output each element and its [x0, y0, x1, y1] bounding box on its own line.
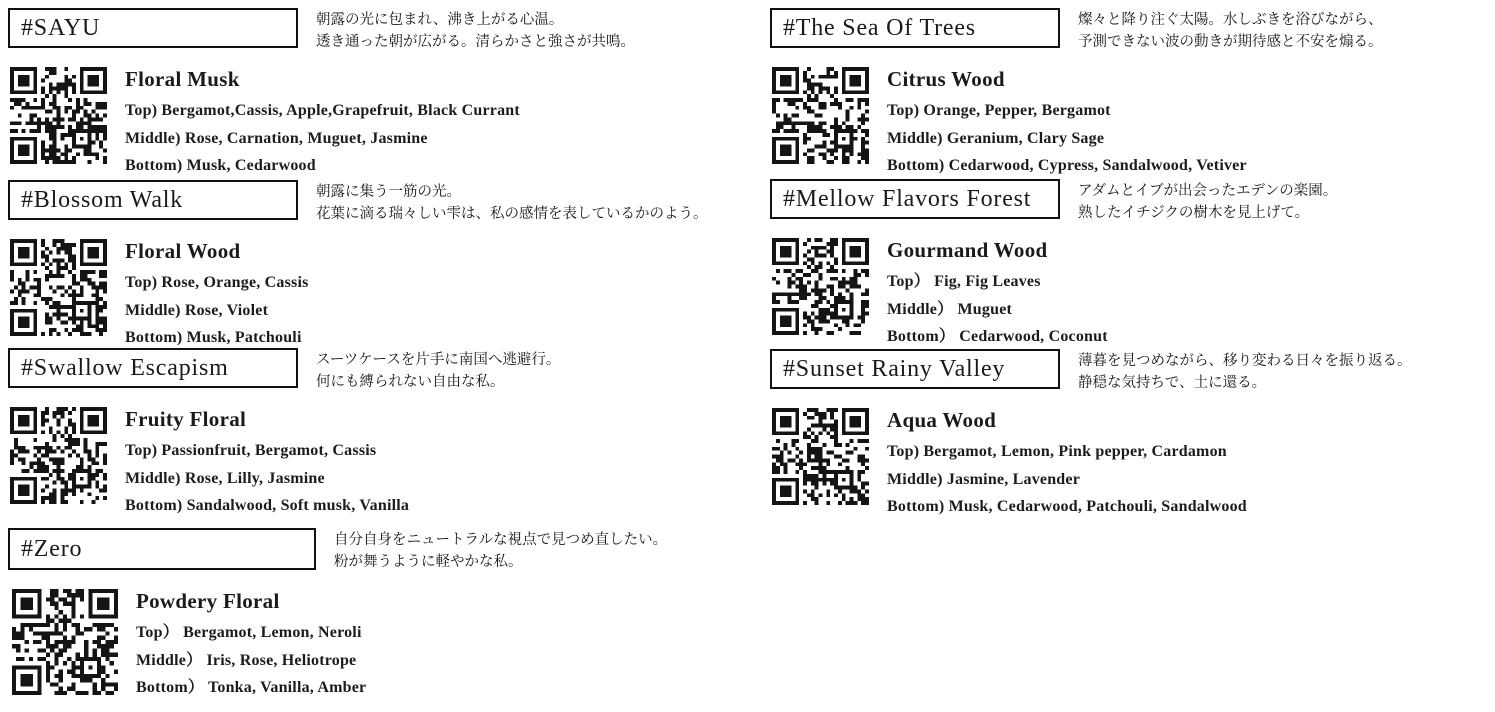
description-line: 粉が舞うように軽やかな私。	[334, 553, 523, 570]
description	[1078, 349, 1412, 394]
note-top: Top) Rose, Orange, Cassis	[125, 274, 309, 291]
note-top: Top） Bergamot, Lemon, Neroli	[136, 624, 362, 641]
note-bottom: Bottom） Cedarwood, Coconut	[887, 328, 1108, 345]
fragrance-name: Citrus Wood	[887, 67, 1005, 91]
note-top: Top) Orange, Pepper, Bergamot	[887, 102, 1111, 119]
note-middle: Middle) Rose, Violet	[125, 301, 269, 319]
note-top: Top) Bergamot, Lemon, Pink pepper, Cardamon	[887, 443, 1227, 460]
qr-code	[12, 589, 118, 695]
body-row	[8, 239, 708, 352]
description-line: アダムとイブが出会ったエデンの楽園。	[1078, 183, 1338, 199]
description-line: 朝露の光に包まれ、沸き上がる心温。	[316, 12, 564, 28]
title-row	[8, 180, 708, 225]
description-line: 薄暮を見つめながら、移り変わる日々を振り返る。	[1078, 353, 1412, 369]
description-line: 自分自身をニュートラルな視点で見つめ直したい。	[334, 532, 668, 548]
note-top: Top) Bergamot,Cassis, Apple,Grapefruit, Black Currant	[125, 102, 520, 119]
description-line: 燦々と降り注ぐ太陽。水しぶきを浴びながら、	[1078, 12, 1383, 28]
note-middle: Middle) Rose, Carnation, Muguet, Jasmine	[125, 129, 428, 147]
fragrance-section-sayu	[8, 8, 635, 180]
title-row	[770, 179, 1337, 224]
note-top: Top） Fig, Fig Leaves	[887, 273, 1041, 290]
description	[316, 8, 635, 53]
description-line: 何にも縛られない自由な私。	[316, 373, 505, 390]
description-line: 花葉に滴る瑞々しい雫は、私の感情を表しているかのよう。	[316, 205, 708, 222]
title-row	[8, 528, 667, 573]
fragrance-name: Fruity Floral	[125, 407, 247, 431]
description	[316, 348, 560, 393]
hashtag-title: #Sunset Rainy Valley	[783, 355, 1006, 382]
title-row	[770, 8, 1383, 53]
note-bottom: Bottom) Sandalwood, Soft musk, Vanilla	[125, 497, 410, 514]
title-row	[770, 349, 1412, 394]
hashtag-title: #The Sea Of Trees	[783, 14, 976, 41]
qr-code	[772, 67, 869, 164]
qr-code	[10, 407, 107, 504]
fragrance-name: Gourmand Wood	[887, 238, 1048, 262]
notes-block	[125, 67, 520, 180]
hashtag-title-box	[8, 180, 298, 220]
fragrance-name: Floral Musk	[125, 67, 240, 91]
notes-block	[125, 407, 409, 520]
body-row	[770, 238, 1337, 351]
fragrance-section-zero	[8, 528, 667, 702]
hashtag-title: #Zero	[21, 535, 83, 562]
qr-code	[10, 239, 107, 336]
hashtag-title-box	[8, 528, 316, 570]
notes-block	[136, 589, 366, 702]
body-row	[770, 408, 1412, 521]
notes-block	[887, 67, 1247, 180]
note-middle: Middle) Jasmine, Lavender	[887, 470, 1080, 488]
qr-code	[10, 67, 107, 164]
note-middle: Middle） Muguet	[887, 300, 1013, 318]
body-row	[8, 589, 667, 702]
qr-code	[772, 238, 869, 335]
note-bottom: Bottom) Musk, Cedarwood	[125, 157, 316, 174]
note-middle: Middle） Iris, Rose, Heliotrope	[136, 651, 357, 669]
hashtag-title-box	[8, 8, 298, 48]
fragrance-section-mellow-flavors-forest	[770, 179, 1337, 351]
note-bottom: Bottom） Tonka, Vanilla, Amber	[136, 679, 367, 696]
title-row	[8, 8, 635, 53]
description	[334, 528, 667, 573]
note-middle: Middle) Geranium, Clary Sage	[887, 129, 1105, 147]
hashtag-title: #Mellow Flavors Forest	[783, 185, 1032, 212]
description-line: 静穏な気持ちで、土に還る。	[1078, 374, 1267, 391]
description-line: 朝露に集う一筋の光。	[316, 184, 461, 200]
hashtag-title: #SAYU	[21, 14, 101, 41]
note-middle: Middle) Rose, Lilly, Jasmine	[125, 469, 325, 487]
fragrance-name: Floral Wood	[125, 239, 241, 263]
note-bottom: Bottom) Cedarwood, Cypress, Sandalwood, Vetiver	[887, 157, 1247, 174]
description-line: スーツケースを片手に南国へ逃避行。	[316, 352, 561, 368]
note-top: Top) Passionfruit, Bergamot, Cassis	[125, 442, 377, 459]
fragrance-section-sunset-rainy-valley	[770, 349, 1412, 521]
description	[1078, 179, 1337, 224]
hashtag-title-box	[8, 348, 298, 388]
note-bottom: Bottom) Musk, Cedarwood, Patchouli, Sandalwood	[887, 498, 1247, 515]
note-bottom: Bottom) Musk, Patchouli	[125, 329, 302, 346]
qr-code	[772, 408, 869, 505]
description-line: 透き通った朝が広がる。清らかさと強さが共鳴。	[316, 33, 635, 50]
body-row	[770, 67, 1383, 180]
hashtag-title-box	[770, 349, 1060, 389]
description-line: 予測できない波の動きが期待感と不安を煽る。	[1078, 33, 1383, 50]
notes-block	[887, 408, 1247, 521]
description	[1078, 8, 1383, 53]
body-row	[8, 407, 560, 520]
description-line: 熟したイチジクの樹木を見上げて。	[1078, 204, 1310, 221]
fragrance-section-blossom-walk	[8, 180, 708, 352]
notes-block	[887, 238, 1108, 351]
fragrance-name: Powdery Floral	[136, 589, 280, 613]
fragrance-name: Aqua Wood	[887, 408, 997, 432]
title-row	[8, 348, 560, 393]
fragrance-section-swallow-escapism	[8, 348, 560, 520]
body-row	[8, 67, 635, 180]
fragrance-section-the-sea-of-trees	[770, 8, 1383, 180]
hashtag-title: #Blossom Walk	[21, 186, 184, 213]
hashtag-title: #Swallow Escapism	[21, 354, 229, 381]
hashtag-title-box	[770, 8, 1060, 48]
hashtag-title-box	[770, 179, 1060, 219]
description	[316, 180, 708, 225]
notes-block	[125, 239, 309, 352]
